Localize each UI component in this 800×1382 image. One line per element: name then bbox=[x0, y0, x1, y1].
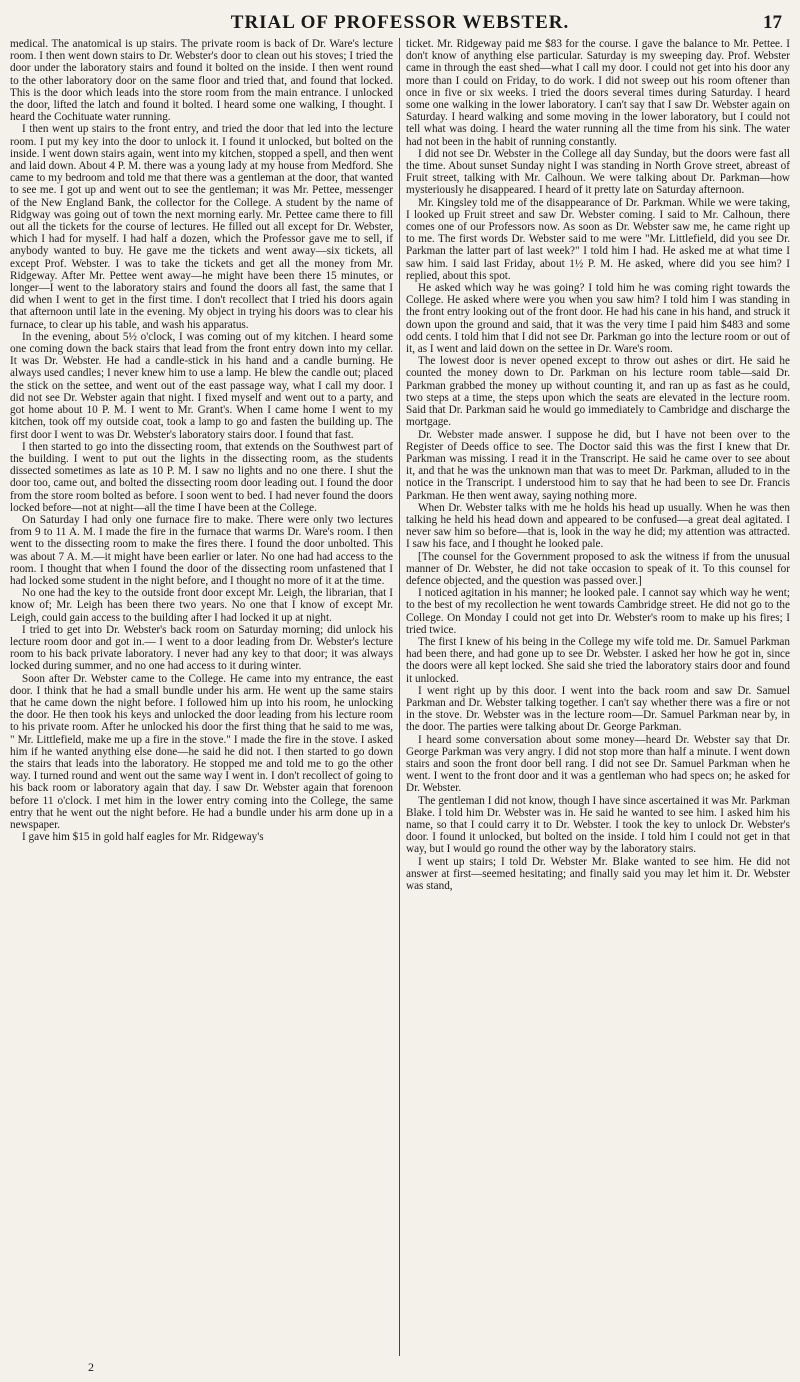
paragraph: No one had the key to the outside front door except Mr. Leigh, the librarian, that I know of; Mr. Leigh has been there two years. No one that I know of except Mr. Leigh, could gain access to the building after I had locked it up at night. bbox=[10, 587, 393, 624]
page-header bbox=[10, 8, 790, 38]
running-title: TRIAL OF PROFESSOR WEBSTER. bbox=[230, 12, 570, 33]
paragraph: On Saturday I had only one furnace fire to make. There were only two lectures from 9 to 11 A. M. I made the fire in the furnace that warms Dr. Ware's room. I then went to the dissecting room to make the fires there. I found the door unbolted. This was about 7 A. M.—it might have been earlier or later. No one had had access to the room. I thought that when I found the door of the dissecting room unfastened that I had locked some student in the night before, and I thought no more of it at the time. bbox=[10, 513, 393, 587]
paragraph: I gave him $15 in gold half eagles for Mr. Ridgeway's bbox=[22, 831, 264, 844]
paragraph: I then went up stairs to the front entry, and tried the door that led into the lecture room. I put my key into the door to unlock it. I found it unlocked, but bolted on the inside. I went down stairs again, went into my kitchen, stopped a spell, and then went and laid down. About 4 P. M. there was a young lady at my house from Medford. She came to my bedroom and told me that there was a gentleman at the door, that wanted to see me. I got up and went out to see the gentleman; it was Mr. Pettee, messenger of the New England Bank, the collector for the College. A student by the name of Ridgway was going out of town the next morning early. Mr. Pettee came there to fill out all the tickets for the course of lectures. He filled out all except for Dr. Webster, which I had for myself. I had half a dozen, which the Professor gave me to sell, if anybody wanted to buy. He gave me the tickets and went away—six tickets, all except Prof. Webster. I was to take the tickets and get all the money from Mr. Ridgeway. After Mr. Pettee went away—he might have been there 15 minutes, or longer—I went to the laboratory stairs and found the doors all fast, the same that I did when I went to get in the first time. I don't recollect that I tried his doors again that afternoon until late in the evening. My object in trying his doors was to clear his furnace, to clear up his table, and wash his apparatus. bbox=[10, 123, 393, 331]
paragraph: The first I knew of his being in the College my wife told me. Dr. Samuel Parkman had been there, and had gone up to see Dr. Webster. I asked her how he got in, since the doors were all kept locked. She said she tried the laboratory stairs door and found it unlocked. bbox=[406, 635, 790, 685]
paragraph: Mr. Kingsley told me of the disappearance of Dr. Parkman. While we were taking, I looked up Fruit street and saw Dr. Webster coming. I said to Mr. Calhoun, there comes one of our Professors now. As soon as Dr. Webster saw me, he came right up to me. The first words Dr. Webster said to me were "Mr. Littlefield, did you see Dr. Parkman the latter part of last week?" I told him I had. He asked me at what time I saw him. I said last Friday, about 1½ P. M. He asked, where did you see him? I replied, about this spot. bbox=[406, 196, 790, 282]
paragraph: The lowest door is never opened except to throw out ashes or dirt. He said he counted the money down to Dr. Parkman on his lecture room table—said Dr. Parkman grabbed the money up without counting it, and ran up as fast as he could, two steps at a time, the steps upon which the seats are elevated in the lecture room. Said that Dr. Parkman said he would go immediately to Cambridge and discharge the mortgage. bbox=[406, 355, 790, 429]
paragraph: Soon after Dr. Webster came to the College. He came into my entrance, the east door. I think that he had a small bundle under his arm. He went up the same stairs that he came down the night before. I followed him up into his room, he unlocking the door. He then took his keys and unlocked the door leading from his lecture room to his private room. After he unlocked his door the first thing that he said to me was, " Mr. Littlefield, make me up a fire in the stove." I made the fire in the stove. I asked him if he wanted anything else done—he said he did not. I then started to go down the stairs that leads into the laboratory. He stopped me and told me to go the other way. I turned round and went out the same way I went in. I don't recollect of going to his back room or laboratory again that day. I saw Dr. Webster again that forenoon before 11 o'clock. I met him in the lower entry coming into the College, the same entry that he went out the night before. He had a bundle under his arm done up in a newspaper. bbox=[10, 672, 393, 831]
paragraph: In the evening, about 5½ o'clock, I was coming out of my kitchen. I heard some one coming down the back stairs that lead from the front entry down into my cellar. It was Dr. Webster. He had a candle-stick in his hand and a candle burning. He always used candles; I never knew him to use a lamp. He blew the candle out; placed the stick on the settee, and went out of the east passage way, what I call my door. I did not see Dr. Webster again that night. I fixed myself and went out to a party, and got home about 10 P. M. I went to Mr. Grant's. When I came home I went to my kitchen, took off my outside coat, took a lamp to go and fasten the building up. The first door I went to was Dr. Webster's laboratory stairs door. I found that fast. bbox=[10, 330, 393, 441]
paragraph: I did not see Dr. Webster in the College all day Sunday, but the doors were fast all the time. About sunset Sunday night I was standing in North Grove street, abreast of Fruit street, talking with Mr. Calhoun. We were talking about Dr. Parkman—how mysteriously he disappeared. I heard of it pretty late on Saturday afternoon. bbox=[406, 147, 790, 197]
right-column bbox=[400, 38, 790, 1356]
paragraph: He asked which way he was going? I told him he was coming right towards the College. He asked where were you when you saw him? I told him I was standing in the front entry looking out of the front door. He had his cane in his hand, and struck it down upon the ground and said, that it was the very time I paid him $483 and some odd cents. I told him that I did not see Dr. Parkman go into the lecture room or out of it, as I went and laid down on the settee in Dr. Ware's room. bbox=[406, 282, 790, 356]
paragraph: [The counsel for the Government proposed to ask the witness if from the unusual manner of Dr. Webster, he did not take occasion to speak of it. To this counsel for defence objected, and the question was passed over.] bbox=[406, 550, 790, 587]
signature-mark: 2 bbox=[88, 1360, 94, 1374]
paragraph: ticket. Mr. Ridgeway paid me $83 for the course. I gave the balance to Mr. Pettee. I don't know of anything else particular. Saturday is my sweeping day. Prof. Webster came in through the east shed—what I call my door. I could not get into his door any more than I could on Friday, to do work. I did not sweep out his room oftener than once in five or six weeks. I tried the doors several times during Saturday. I heard some one walking in the lower laboratory. I can't say that I saw Dr. Webster again on Saturday. I heard walking and some moving in the lower laboratory, but I could not tell what was doing. I heard the water running all the time from his sink. The water had not been in the habit of running constantly. bbox=[406, 38, 790, 148]
paragraph: I went up stairs; I told Dr. Webster Mr. Blake wanted to see him. He did not answer at first—seemed hesitating; and finally said you may let him it. Dr. Webster was stand, bbox=[406, 855, 790, 893]
paragraph: I heard some conversation about some money—heard Dr. Webster say that Dr. George Parkman was very angry. I did not stop more than half a minute. I went down stairs and soon the front door bell rang. I did not see Dr. Samuel Parkman when he went. I went to the front door and it was a gentleman who had specs on; he asked for Dr. Webster. bbox=[406, 733, 790, 795]
paragraph: I tried to get into Dr. Webster's back room on Saturday morning; did unlock his lecture room door and got in.— I went to a door leading from Dr. Webster's lecture room to his back private laboratory. I never had any key to that door; it was always locked during summer, and no one had access to it during winter. bbox=[10, 623, 393, 673]
paragraph: I went right up by this door. I went into the back room and saw Dr. Samuel Parkman and Dr. Webster talking together. I can't say whether there was a fire or not in the stove. Dr. Webster was in the lecture room—Dr. Samuel Parkman near by, in the door. The parties were talking about Dr. George Parkman. bbox=[406, 684, 790, 734]
text-columns bbox=[10, 38, 790, 1356]
paragraph: I then started to go into the dissecting room, that extends on the Southwest part of the building. I went to put out the lights in the dissecting room, as the students dissected sometimes as late as 10 P. M. I saw no lights and no one there. I shut the door too, came out, and bolted the dissecting room door leading out. I found the door from the store room bolted as before. I soon went to bed. I had never found the doors locked before—not at night—all the time I have been at the College. bbox=[10, 440, 393, 514]
left-column bbox=[10, 38, 400, 1356]
page-number: 17 bbox=[763, 12, 782, 33]
paragraph: Dr. Webster made answer. I suppose he did, but I have not been over to the Register of Deeds office to see. The Doctor said this was the first I knew that Dr. Parkman was missing. I read it in the Transcript. He said he came over to see about it, and that he was the unknown man that was to meet Dr. Parkman, alluded to in the notice in the Transcript. I understood him to say that he had been to see Dr. Francis Parkman. He then went away, saying nothing more. bbox=[406, 428, 790, 502]
paragraph: I noticed agitation in his manner; he looked pale. I cannot say which way he went; to the best of my recollection he went towards Cambridge street. He did not go to the College. On Monday I could not get into Dr. Webster's room to make up his fires; I tried twice. bbox=[406, 587, 790, 636]
paragraph: The gentleman I did not know, though I have since ascertained it was Mr. Parkman Blake. I told him Dr. Webster was in. He said he wanted to see him. I asked him his name, so that I could carry it to Dr. Webster. I took the key to unlock Dr. Webster's door. I found it unlocked, but bolted on the inside. I told him I could not get in that way, but I would go round the other way by the laboratory stairs. bbox=[406, 794, 790, 856]
paragraph: When Dr. Webster talks with me he holds his head up usually. When he was then talking he held his head down and appeared to be confused—a great deal agitated. I never saw him so before—that is, look in the way he did; my attention was attracted. I saw his face, and I thought he looked pale. bbox=[406, 501, 790, 551]
paragraph: medical. The anatomical is up stairs. The private room is back of Dr. Ware's lecture room. I then went down stairs to Dr. Webster's door to clean out his stoves; I tried the door under the laboratory stairs and found it bolted on the inside. I then went round to the other laboratory door on the same floor and tried that, and found that locked. This is the door which leads into the store room from the main entrance. I unlocked the door, lifted the latch and found it bolted. I heard some one walking, I thought. I heard the Cochituate water running. bbox=[10, 38, 393, 124]
